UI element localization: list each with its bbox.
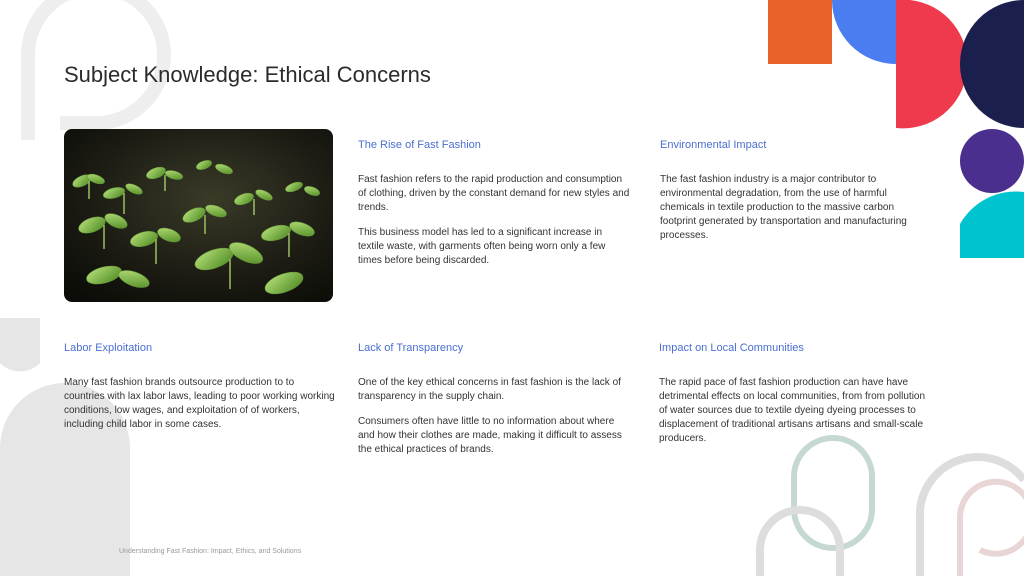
section-labor-exploitation <box>64 341 336 443</box>
purple-circle <box>960 129 1024 193</box>
section-heading: Lack of Transparency <box>358 342 464 354</box>
section-paragraph: One of the key ethical concerns in fast fashion is the lack of transparency in the supply chain. <box>358 377 621 402</box>
section-paragraph: The rapid pace of fast fashion production can have have detrimental effects on local communities, from from pollution of water sources due to textile dyeing dyeing processes to displacement of traditional artisans artisans and small-scale producers. <box>659 377 926 444</box>
seedlings-photo <box>64 129 333 302</box>
footer-text: Understanding Fast Fashion: Impact, Ethics, and Solutions <box>119 548 302 555</box>
section-paragraph: Consumers often have little to no information about where and how their clothes are made, making it difficult to assess the ethical practices of brands. <box>358 416 622 455</box>
section-rise-of-fast-fashion <box>358 138 630 279</box>
section-heading: Environmental Impact <box>660 139 767 151</box>
orange-quarter-shape <box>768 0 832 64</box>
section-paragraph: This business model has led to a significant increase in textile waste, with garments often being worn only a few times before being discarded. <box>358 227 606 266</box>
section-environmental-impact <box>660 138 922 254</box>
section-paragraph: Many fast fashion brands outsource production to to countries with lax labor laws, leading to poor working working conditions, low wages, and exploitation of of workers, including child labor in some cases. <box>64 377 335 430</box>
section-impact-on-local-communities <box>659 341 929 457</box>
section-paragraph: Fast fashion refers to the rapid production and consumption of clothing, driven by the constant demand for new styles and trends. <box>358 174 630 213</box>
page-title: Subject Knowledge: Ethical Concerns <box>64 62 431 87</box>
navy-half-circle <box>960 0 1024 128</box>
teal-half-circle <box>960 191 1024 258</box>
section-lack-of-transparency <box>358 341 632 468</box>
section-heading: The Rise of Fast Fashion <box>358 139 481 151</box>
section-heading: Labor Exploitation <box>64 342 153 354</box>
section-paragraph: The fast fashion industry is a major contributor to environmental degradation, from the use of harmful chemicals in textile production to the massive carbon footprint generated by transportation and manufacturing processes. <box>660 174 907 241</box>
section-heading: Impact on Local Communities <box>659 342 804 354</box>
